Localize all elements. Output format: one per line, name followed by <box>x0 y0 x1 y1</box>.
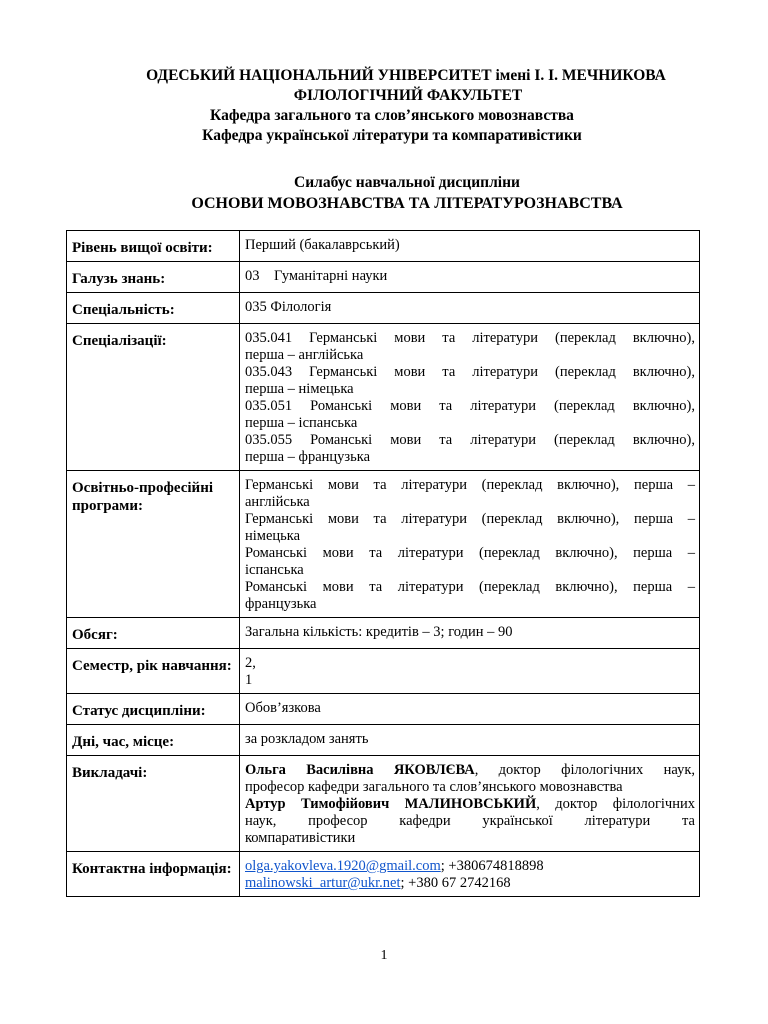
volume-value: Загальна кількість: кредитів – 3; годин – 90 <box>240 618 700 649</box>
semester-value <box>240 649 700 694</box>
specializations-label: Спеціалізації: <box>67 324 240 471</box>
course-title: ОСНОВИ МОВОЗНАВСТВА ТА ЛІТЕРАТУРОЗНАВСТВА <box>191 195 623 212</box>
teachers-label: Викладачі: <box>67 756 240 852</box>
study-year: 1 <box>245 672 253 688</box>
specialization-line: 035.043 Германські мови та літератури (переклад включно), <box>245 364 695 380</box>
syllabus-label: Силабус навчальної дисципліни <box>294 174 520 191</box>
specialization-line: 035.041 Германські мови та літератури (переклад включно), <box>245 330 695 346</box>
teacher-2-position-cont: компаративістики <box>245 830 356 846</box>
program-line: Германські мови та літератури (переклад включно), перша – <box>245 477 695 493</box>
teacher-1-position: професор кафедри загального та слов’янського мовознавства <box>245 779 623 795</box>
department-1: Кафедра загального та слов’янського мовознавства <box>210 107 574 124</box>
table-row <box>67 471 700 618</box>
specialization-line: перша – англійська <box>245 347 364 363</box>
specialty-value: 035 Філологія <box>240 293 700 324</box>
program-line: французька <box>245 596 317 612</box>
table-row <box>67 725 700 756</box>
table-row <box>67 324 700 471</box>
page-number: 1 <box>380 948 388 963</box>
university-name: ОДЕСЬКИЙ НАЦІОНАЛЬНИЙ УНІВЕРСИТЕТ імені І. І. МЕЧНИКОВА <box>146 67 666 84</box>
schedule-label: Дні, час, місце: <box>67 725 240 756</box>
field-value: 03 Гуманітарні науки <box>240 262 700 293</box>
program-line: англійська <box>245 494 310 510</box>
field-label: Галузь знань: <box>67 262 240 293</box>
specialization-line: 035.055 Романські мови та літератури (переклад включно), <box>245 432 695 448</box>
contact-line-1 <box>245 858 695 875</box>
programs-label: Освітньо-професійні програми: <box>67 471 240 618</box>
table-row <box>67 694 700 725</box>
phone-1: ; +380674818898 <box>440 858 544 874</box>
teacher-2-name: Артур Тимофійович МАЛИНОВСЬКИЙ <box>245 796 537 812</box>
teacher-1-degree: , доктор філологічних наук, <box>474 762 695 778</box>
table-row <box>67 852 700 897</box>
volume-label: Обсяг: <box>67 618 240 649</box>
email-link-1[interactable]: olga.yakovleva.1920@gmail.com <box>245 858 441 874</box>
contact-value <box>240 852 700 897</box>
programs-value <box>240 471 700 618</box>
specialization-line: перша – німецька <box>245 381 354 397</box>
faculty-name: ФІЛОЛОГІЧНИЙ ФАКУЛЬТЕТ <box>293 87 523 104</box>
specialty-label: Спеціальність: <box>67 293 240 324</box>
program-line: Романські мови та літератури (переклад включно), перша – <box>245 545 695 561</box>
semester-label: Семестр, рік навчання: <box>67 649 240 694</box>
level-value: Перший (бакалаврський) <box>240 231 700 262</box>
document-header <box>0 66 768 146</box>
program-line: Германські мови та літератури (переклад включно), перша – <box>245 511 695 527</box>
table-row <box>67 231 700 262</box>
email-link-2[interactable]: malinowski_artur@ukr.net <box>245 875 401 891</box>
program-line: німецька <box>245 528 301 544</box>
contact-label: Контактна інформація: <box>67 852 240 897</box>
table-row <box>67 262 700 293</box>
table-row <box>67 618 700 649</box>
teacher-1-name: Ольга Василівна ЯКОВЛЄВА <box>245 762 475 778</box>
teacher-2-degree: , доктор філологічних <box>536 796 695 812</box>
level-label: Рівень вищої освіти: <box>67 231 240 262</box>
schedule-value: за розкладом занять <box>240 725 700 756</box>
table-row <box>67 756 700 852</box>
specialization-line: 035.051 Романські мови та літератури (переклад включно), <box>245 398 695 414</box>
contact-line-2 <box>245 875 695 892</box>
specializations-value <box>240 324 700 471</box>
status-label: Статус дисципліни: <box>67 694 240 725</box>
teacher-2-position: наук, професор кафедри української літератури та <box>245 813 695 829</box>
specialization-line: перша – французька <box>245 449 370 465</box>
phone-2: ; +380 67 2742168 <box>400 875 511 891</box>
teacher-2-line <box>245 796 695 813</box>
teacher-1-line <box>245 762 695 779</box>
status-value: Обов’язкова <box>240 694 700 725</box>
teachers-value <box>240 756 700 852</box>
table-row <box>67 649 700 694</box>
syllabus-table <box>66 230 700 897</box>
specialization-line: перша – іспанська <box>245 415 358 431</box>
program-line: Романські мови та літератури (переклад включно), перша – <box>245 579 695 595</box>
table-row <box>67 293 700 324</box>
department-2: Кафедра української літератури та компаративістики <box>202 127 582 144</box>
document-title <box>0 172 768 214</box>
program-line: іспанська <box>245 562 304 578</box>
semester-number: 2, <box>245 655 256 671</box>
